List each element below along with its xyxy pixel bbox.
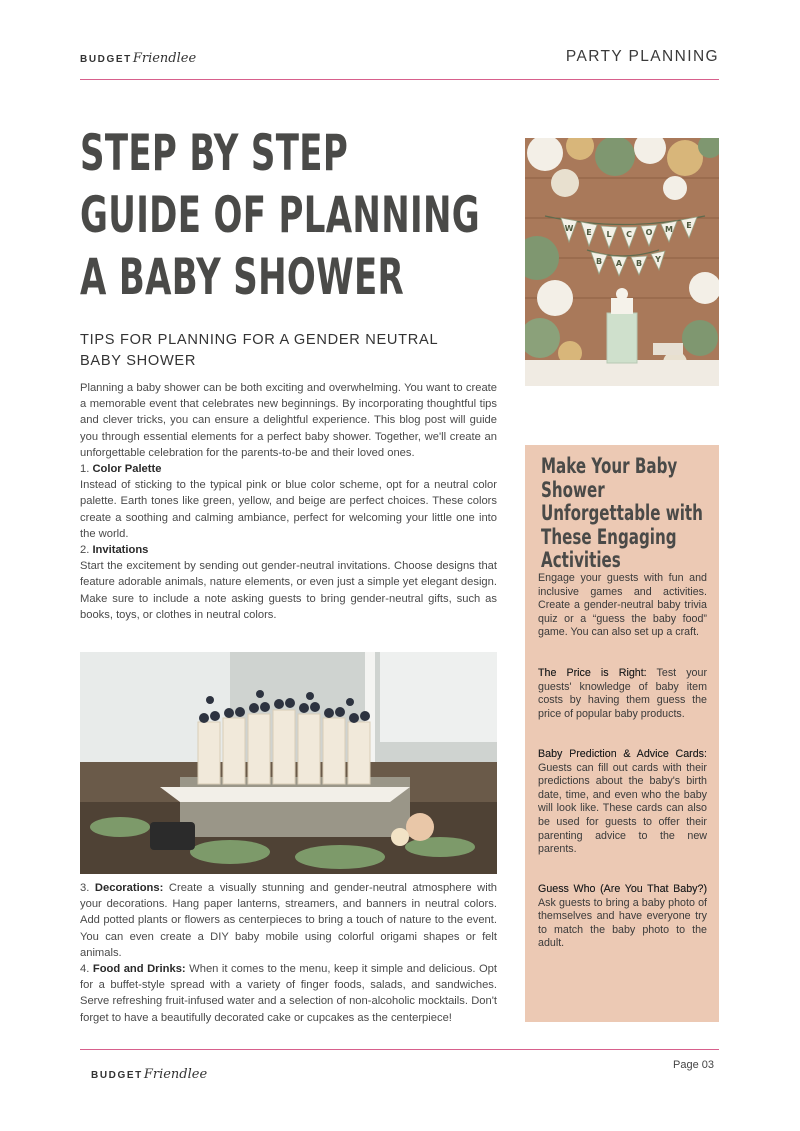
section-heading (80, 461, 497, 477)
title-line: A BABY SHOWER (80, 248, 405, 306)
section-text: When it comes to the menu, keep it simple and delicious. Opt for a buffet-style spread with a variety of finger foods, salads, and sandwiches. Serve refreshing fruit-infused water and a selection of non-alcoholic mocktails. Don't forget to have a beautifully decorated cake or cupcakes as the centerpiece! (80, 963, 498, 1024)
sidebar-heading-line: These Engaging (541, 524, 677, 549)
section-title: Decorations: (94, 882, 164, 894)
activity-text: Test your guests' knowledge of baby item costs by having them guess the price of popular baby products. (538, 667, 707, 720)
section-number: 2. (80, 544, 90, 557)
sidebar-intro: Engage your guests with fun and inclusive games and activities. Create a gender-neutral baby trivia quiz or a “guess the baby food” game. You can also set up a craft. (538, 572, 707, 639)
activity-label: Baby Prediction & Advice Cards: (538, 748, 707, 760)
section-number: 1. (80, 463, 90, 476)
banner-letter: E (586, 228, 592, 237)
header-divider (80, 79, 719, 80)
footer-brand-logo (91, 1067, 207, 1082)
footer-divider (80, 1049, 719, 1050)
activity-label: The Price is Right: (538, 667, 647, 679)
section-label: PARTY PLANNING (565, 48, 719, 65)
dessert-cups-photo (80, 652, 497, 874)
activity-item (538, 883, 707, 951)
activity-item (538, 667, 707, 721)
banner-letter: W (564, 224, 574, 233)
banner-letter: B (635, 259, 643, 268)
activities-sidebar (525, 445, 719, 1022)
welcome-baby-decor-photo (525, 138, 719, 386)
sidebar-heading-line: Make Your Baby (541, 454, 678, 478)
page-title (80, 122, 500, 308)
article-body-top (80, 380, 497, 623)
section-title: Color Palette (92, 463, 162, 476)
section-paragraph (80, 961, 497, 1026)
banner-letter: C (626, 230, 632, 239)
decor-photo-illustration (525, 138, 719, 386)
logo-word: BUDGET (80, 54, 132, 65)
banner-letter: M (665, 225, 673, 234)
section-title: Invitations (92, 544, 149, 557)
activity-text: Guests can fill out cards with their predictions about the baby's birth date, time, and even who the baby will look like. These cards can also be used for guests to offer their parenting advice to the new parents. (538, 761, 707, 856)
logo-script: Friendlee (143, 1067, 208, 1082)
sidebar-heading-line: Activities (541, 548, 621, 572)
activity-label: Guess Who (Are You That Baby?) (538, 883, 707, 895)
section-text: Create a visually stunning and gender-neutral atmosphere with your decorations. Hang paper lanterns, streamers, and banners in neutral colors. Add potted plants or flowers as centerpieces to bring a touch of nature to the event. You can even create a DIY baby mobile using colorful origami shapes or felt animals. (80, 882, 498, 959)
section-title: Food and Drinks: (92, 963, 186, 976)
section-text: Instead of sticking to the typical pink or blue color scheme, opt for a neutral color palette. Earth tones like green, yellow, and beige are perfect choices. These colors create a soothing and calming ambiance, perfect for welcoming your little one into the world. (80, 479, 497, 540)
banner-letter: B (595, 257, 603, 266)
intro-paragraph: Planning a baby shower can be both exciting and overwhelming. You want to create a memorable event that celebrates new beginnings. By incorporating thoughtful tips and clever tricks, you can ensure a delightful experience. This blog post will guide you through essential elements for a perfect baby shower. Together, we'll create an unforgettable celebration for the parents-to-be and their loved ones. (80, 382, 497, 459)
title-line: GUIDE OF PLANNING (80, 186, 481, 244)
logo-script: Friendlee (132, 51, 197, 66)
banner-letter: L (606, 230, 612, 239)
section-number: 3. (80, 882, 90, 894)
sidebar-heading (541, 455, 716, 573)
subtitle (80, 330, 480, 372)
banner-letter: E (686, 221, 692, 230)
logo-word: BUDGET (91, 1070, 143, 1081)
section-number: 4. (80, 963, 90, 976)
dessert-photo-illustration (80, 652, 497, 874)
banner-letter: A (615, 259, 623, 268)
title-line: STEP BY STEP (80, 124, 349, 182)
subtitle-line: TIPS FOR PLANNING FOR A GENDER NEUTRAL (80, 332, 439, 348)
article-body-bottom (80, 880, 497, 1026)
section-paragraph (80, 880, 497, 961)
sidebar-heading-line: Shower (541, 477, 605, 502)
activity-text: Ask guests to bring a baby photo of themselves and have everyone try to match the baby photo to the adult. (538, 896, 707, 950)
sidebar-heading-line: Unforgettable with (541, 501, 703, 525)
banner-letter: O (645, 228, 653, 237)
section-heading (80, 542, 497, 558)
page-number: Page 03 (673, 1059, 714, 1071)
banner-letter: Y (655, 255, 661, 264)
section-text: Start the excitement by sending out gender-neutral invitations. Choose designs that feature adorable animals, nature elements, or even just a simple yet elegant design. Make sure to include a note asking guests to bring gender-neutral gifts, such as books, toys, or clothes in neutral colors. (80, 560, 497, 621)
brand-logo (80, 51, 196, 66)
subtitle-line: BABY SHOWER (80, 353, 197, 369)
activity-item (538, 748, 707, 857)
